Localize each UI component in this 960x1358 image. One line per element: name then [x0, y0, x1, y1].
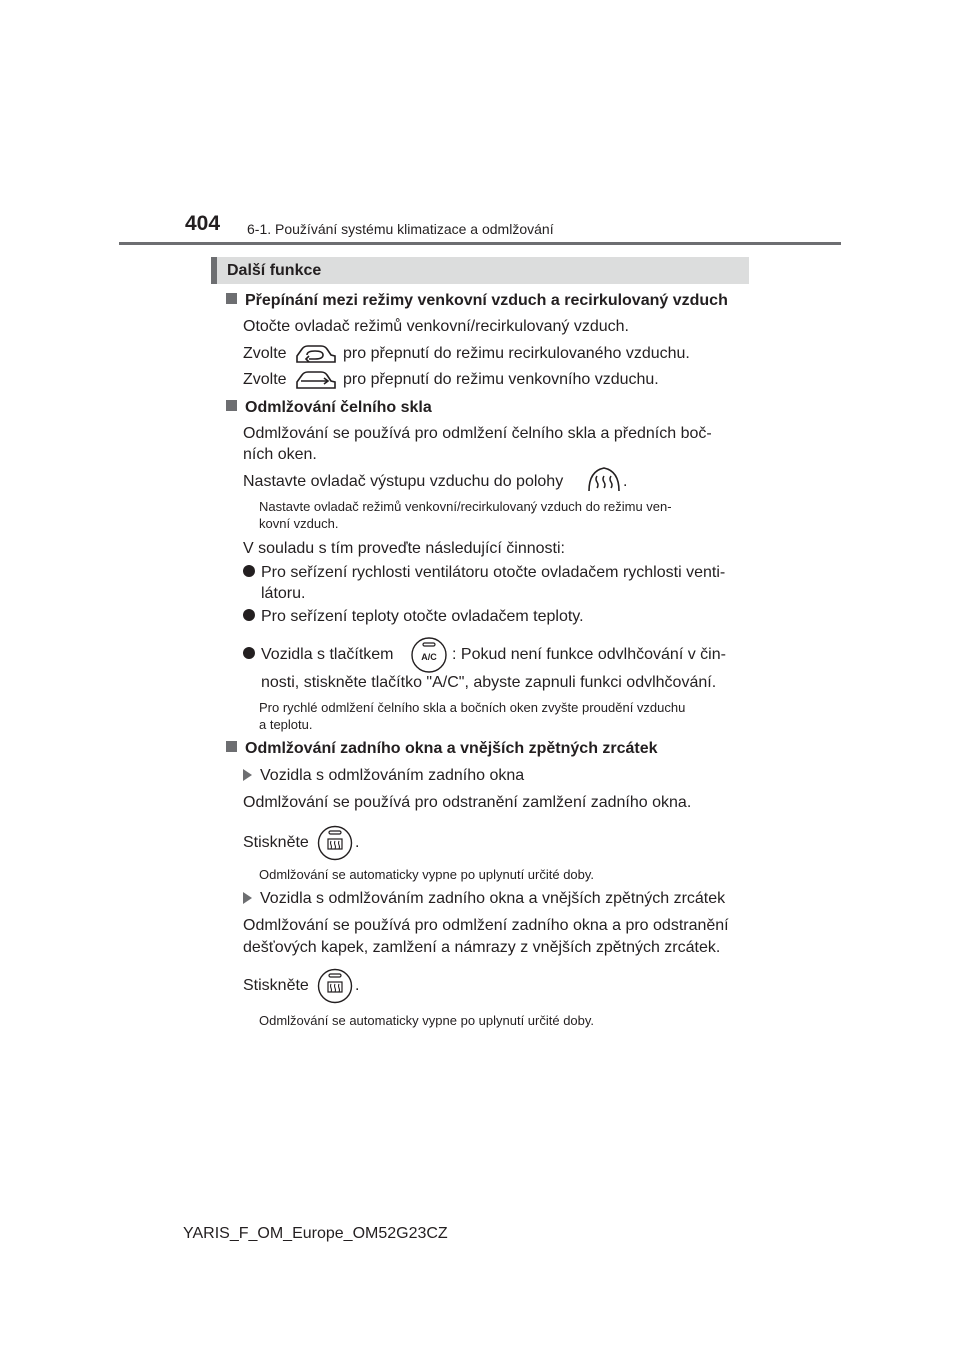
- rear-sub2: [243, 891, 725, 907]
- windshield-note2-line2: a teplotu.: [259, 717, 313, 732]
- rear-sub1: [243, 768, 524, 784]
- document-id: YARIS_F_OM_Europe_OM52G23CZ: [183, 1225, 448, 1242]
- recirc-line1: Otočte ovladač režimů venkovní/recirkulovaný vzduch.: [243, 318, 629, 335]
- recirc-line3-post: pro přepnutí do režimu venkovního vzduchu.: [343, 371, 659, 388]
- recirc-heading-text: Přepínání mezi režimy venkovní vzduch a recirkulovaný vzduch: [245, 292, 728, 309]
- rear-p1: Odmlžování se používá pro odstranění zamlžení zadního okna.: [243, 794, 692, 811]
- triangle-bullet-icon: [243, 769, 252, 781]
- page-number: 404: [185, 212, 221, 235]
- recirc-line3-pre: Zvolte: [243, 371, 287, 388]
- round-bullet-icon: [243, 565, 255, 577]
- rear-press2-pre: Stiskněte: [243, 977, 309, 994]
- ac-button-label: A/C: [421, 652, 437, 662]
- bullet3-pre-text: Vozidla s tlačítkem: [261, 646, 394, 663]
- round-bullet-icon: [243, 647, 255, 659]
- rear-heading-text: Odmlžování zadního okna a vnějších zpětných zrcátek: [245, 740, 658, 757]
- windshield-heading-text: Odmlžování čelního skla: [245, 399, 432, 416]
- recirc-line2-pre: Zvolte: [243, 345, 287, 362]
- windshield-p3: V souladu s tím proveďte následující činnosti:: [243, 540, 565, 557]
- windshield-note1-line2: kovní vzduch.: [259, 516, 339, 531]
- rear-press1-post: .: [355, 834, 360, 851]
- rear-heading: [226, 741, 658, 757]
- windshield-note1-line1: Nastavte ovladač režimů venkovní/recirkulovaný vzduch do režimu ven-: [259, 499, 672, 514]
- square-bullet-icon: [226, 741, 237, 752]
- rear-note2: Odmlžování se automaticky vypne po uplynutí určité doby.: [259, 1013, 595, 1028]
- round-bullet-icon: [243, 609, 255, 621]
- recirc-line2-post: pro přepnutí do režimu recirkulovaného vzduchu.: [343, 345, 690, 362]
- windshield-heading: [226, 400, 432, 416]
- square-bullet-icon: [226, 293, 237, 304]
- bullet2-text: Pro seřízení teploty otočte ovladačem teploty.: [261, 608, 584, 625]
- recirc-heading: [226, 293, 728, 309]
- section-title-bar: [211, 257, 749, 284]
- windshield-p2-post: .: [623, 473, 628, 490]
- rear-p2-line1: Odmlžování se používá pro odmlžení zadního okna a pro odstranění: [243, 917, 729, 934]
- triangle-bullet-icon: [243, 892, 252, 904]
- outside-air-icon: [293, 364, 339, 396]
- bullet1-text: Pro seřízení rychlosti ventilátoru otočte ovladačem rychlosti venti-: [261, 564, 726, 581]
- windshield-p1-line1: Odmlžování se používá pro odmlžení čelního skla a předních boč-: [243, 425, 712, 442]
- rear-sub1-text: Vozidla s odmlžováním zadního okna: [260, 767, 525, 784]
- windshield-bullet1-line1: [243, 565, 725, 581]
- ac-button-icon: [410, 636, 448, 674]
- windshield-bullet3-line2: nosti, stiskněte tlačítko "A/C", abyste zapnuli funkci odvlhčování.: [261, 674, 717, 691]
- windshield-p2-pre: Nastavte ovladač výstupu vzduchu do polohy: [243, 473, 564, 490]
- rear-defogger-button-icon: [317, 824, 353, 862]
- chapter-title: 6-1. Používání systému klimatizace a odmlžování: [247, 221, 554, 237]
- windshield-defroster-icon: [586, 463, 622, 495]
- rear-sub2-text: Vozidla s odmlžováním zadního okna a vnějších zpětných zrcátek: [260, 890, 726, 907]
- windshield-bullet3-post: : Pokud není funkce odvlhčování v čin-: [452, 646, 726, 663]
- windshield-note2-line1: Pro rychlé odmlžení čelního skla a bočních oken zvyšte proudění vzduchu: [259, 700, 686, 715]
- rear-press2-post: .: [355, 977, 360, 994]
- windshield-p1-line2: ních oken.: [243, 446, 317, 463]
- windshield-bullet1-line2: látoru.: [261, 585, 306, 602]
- header-rule: [119, 242, 841, 245]
- section-title: Další funkce: [227, 262, 322, 279]
- windshield-bullet2: [243, 609, 584, 625]
- windshield-bullet3-pre: [243, 647, 394, 663]
- square-bullet-icon: [226, 400, 237, 411]
- section-bar-accent: [211, 257, 217, 284]
- rear-note1: Odmlžování se automaticky vypne po uplynutí určité doby.: [259, 867, 595, 882]
- rear-press1-pre: Stiskněte: [243, 834, 309, 851]
- rear-p2-line2: dešťových kapek, zamlžení a námrazy z vnějších zpětných zrcátek.: [243, 939, 721, 956]
- rear-defogger-button-icon: [317, 967, 353, 1005]
